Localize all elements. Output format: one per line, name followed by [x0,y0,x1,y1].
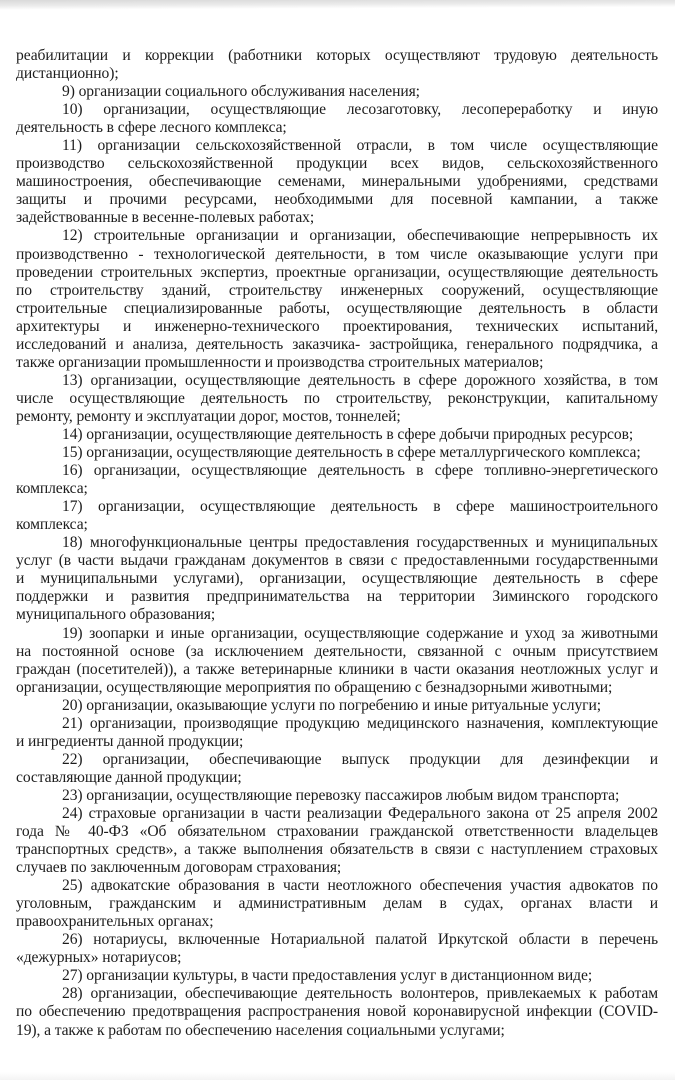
text-line: 21) организации, производящие продукцию медицинского назначения, комплектующие [62,714,658,732]
text-line: 16) организации, осуществляющие деятельность в сфере топливно-энергетического [62,462,658,480]
list-item [16,137,658,227]
text-line: 10) организации, осуществляющие лесозаготовку, лесопереработку и иную [62,101,658,119]
text-line: транспортных средств», а также выполнения обязательств в связи с наступлением страховых [16,841,658,859]
text-line: граждан (посетителей)), а также ветеринарные клиники в части оказания неотложных услуг и [16,660,658,678]
text-line: 24) страховые организации в части реализации Федерального закона от 25 апреля 2002 [62,804,658,822]
text-line: случаев по заключенным договорам страхования; [16,859,342,877]
text-line: на постоянной основе (за исключением деятельности, связанной с очным присутствием [16,642,658,660]
text-line: ремонту, ремонту и эксплуатации дорог, мостов, тоннелей; [16,407,401,425]
text-line: правоохранительных органах; [16,913,214,931]
text-line: задействованные в весенне-полевых работах; [16,209,315,227]
text-line: машиностроения, обеспечивающие семенами, минеральными удобрениями, средствами [16,173,658,191]
text-line: деятельность в сфере лесного комплекса; [16,119,287,137]
list-item [16,877,658,931]
bottom-shade [0,1072,675,1080]
list-item [16,931,658,967]
text-line: 20) организации, оказывающие услуги по погребению и иные ритуальные услуги; [62,696,601,714]
text-line: 26) нотариусы, включенные Нотариальной палатой Иркутской области в перечень [62,931,658,949]
list-item [16,751,658,787]
text-line: 25) адвокатские образования в части неотложного обеспечения участия адвокатов по [62,877,658,895]
text-line: архитектуры и инженерно-технического проектирования, технических испытаний, [16,317,658,335]
text-line: организации, осуществляющие мероприятия по обращению с безнадзорными животными; [16,678,613,696]
list-item [16,967,658,985]
text-line: и муниципальными услугами), организации, осуществляющие деятельность в сфере [16,570,658,588]
text-line: по строительству зданий, строительству инженерных сооружений, осуществляющие [16,281,658,299]
list-item [16,444,658,462]
list-item [16,985,658,1039]
list-item [16,498,658,534]
list-item [16,805,658,877]
text-line: числе осуществляющие деятельность по строительству, реконструкции, капитальному [16,389,658,407]
text-line: также организации промышленности и производства строительных материалов; [16,353,544,371]
text-line: услуг (в части выдачи гражданам документов в связи с предоставленными государственными [16,552,658,570]
text-line: 17) организации, осуществляющие деятельность в сфере машиностроительного [62,498,658,516]
text-line: и ингредиенты данной продукции; [16,732,244,750]
text-line: составляющие данной продукции; [16,768,242,786]
text-line: 12) строительные организации и организации, обеспечивающие непрерывность их [62,227,658,245]
list-item [16,101,658,137]
text-line: 19) зоопарки и иные организации, осуществляющие содержание и уход за животными [62,624,658,642]
text-line: производство сельскохозяйственной продукции всех видов, сельскохозяйственного [16,155,658,173]
text-line: муниципального образования; [16,606,216,624]
list-item [16,534,658,624]
text-line: 27) организации культуры, в части предоставления услуг в дистанционном виде; [62,967,593,985]
list-item [16,372,658,426]
text-line: производственно - технологической деятельности, в том числе оказывающие услуги при [16,245,658,263]
text-line: поддержки и развития предпринимательства на территории Зиминского городского [16,588,658,606]
text-line: 15) организации, осуществляющие деятельность в сфере металлургического комплекса; [62,444,641,462]
list-item [16,227,658,371]
text-line: 14) организации, осуществляющие деятельность в сфере добычи природных ресурсов; [62,425,634,443]
text-line: исследований и анализа, деятельность заказчика- застройщика, генерального подрядчика, а [16,335,658,353]
text-line: 18) многофункциональные центры предоставления государственных и муниципальных [62,534,658,552]
text-line: года № 40-ФЗ «Об обязательном страховании гражданской ответственности владельцев [16,823,658,841]
list-item [16,83,658,101]
text-line: 11) организации сельскохозяйственной отрасли, в том числе осуществляющие [62,137,658,155]
paragraph-continuation [16,47,658,83]
text-line: по обеспечению предотвращения распространения новой коронавирусной инфекции (COVID- [16,1003,658,1021]
text-line: 22) организации, обеспечивающие выпуск продукции для дезинфекции и [62,750,658,768]
text-line: 28) организации, обеспечивающие деятельность волонтеров, привлекаемых к работам [62,985,658,1003]
text-line: дистанционно); [16,65,119,83]
document-body [16,47,658,1040]
list-item [16,462,658,498]
text-line: 13) организации, осуществляющие деятельность в сфере дорожного хозяйства, в том [62,371,658,389]
text-line: 23) организации, осуществляющие перевозку пассажиров любым видом транспорта; [62,786,620,804]
list-item [16,426,658,444]
text-line: комплекса; [16,516,88,534]
text-line: 19), а также к работам по обеспечению населения социальными услугами; [16,1021,505,1039]
list-item [16,697,658,715]
text-line: реабилитации и коррекции (работники которых осуществляют трудовую деятельность [16,47,658,64]
text-line: 9) организации социального обслуживания населения; [62,83,420,101]
top-shadow-band [0,0,675,10]
text-line: комплекса; [16,480,88,498]
list-item [16,787,658,805]
list-item [16,625,658,697]
text-line: строительные специализированные работы, осуществляющие деятельность в области [16,299,658,317]
text-line: защиты и прочими ресурсами, необходимыми для посевной кампании, а также [16,191,658,209]
text-line: «дежурных» нотариусов; [16,949,182,967]
list-item [16,715,658,751]
text-line: проведении строительных экспертиз, проектные организации, осуществляющие деятельность [16,263,658,281]
text-line: уголовным, гражданским и административным делам в судах, органах власти и [16,895,658,913]
